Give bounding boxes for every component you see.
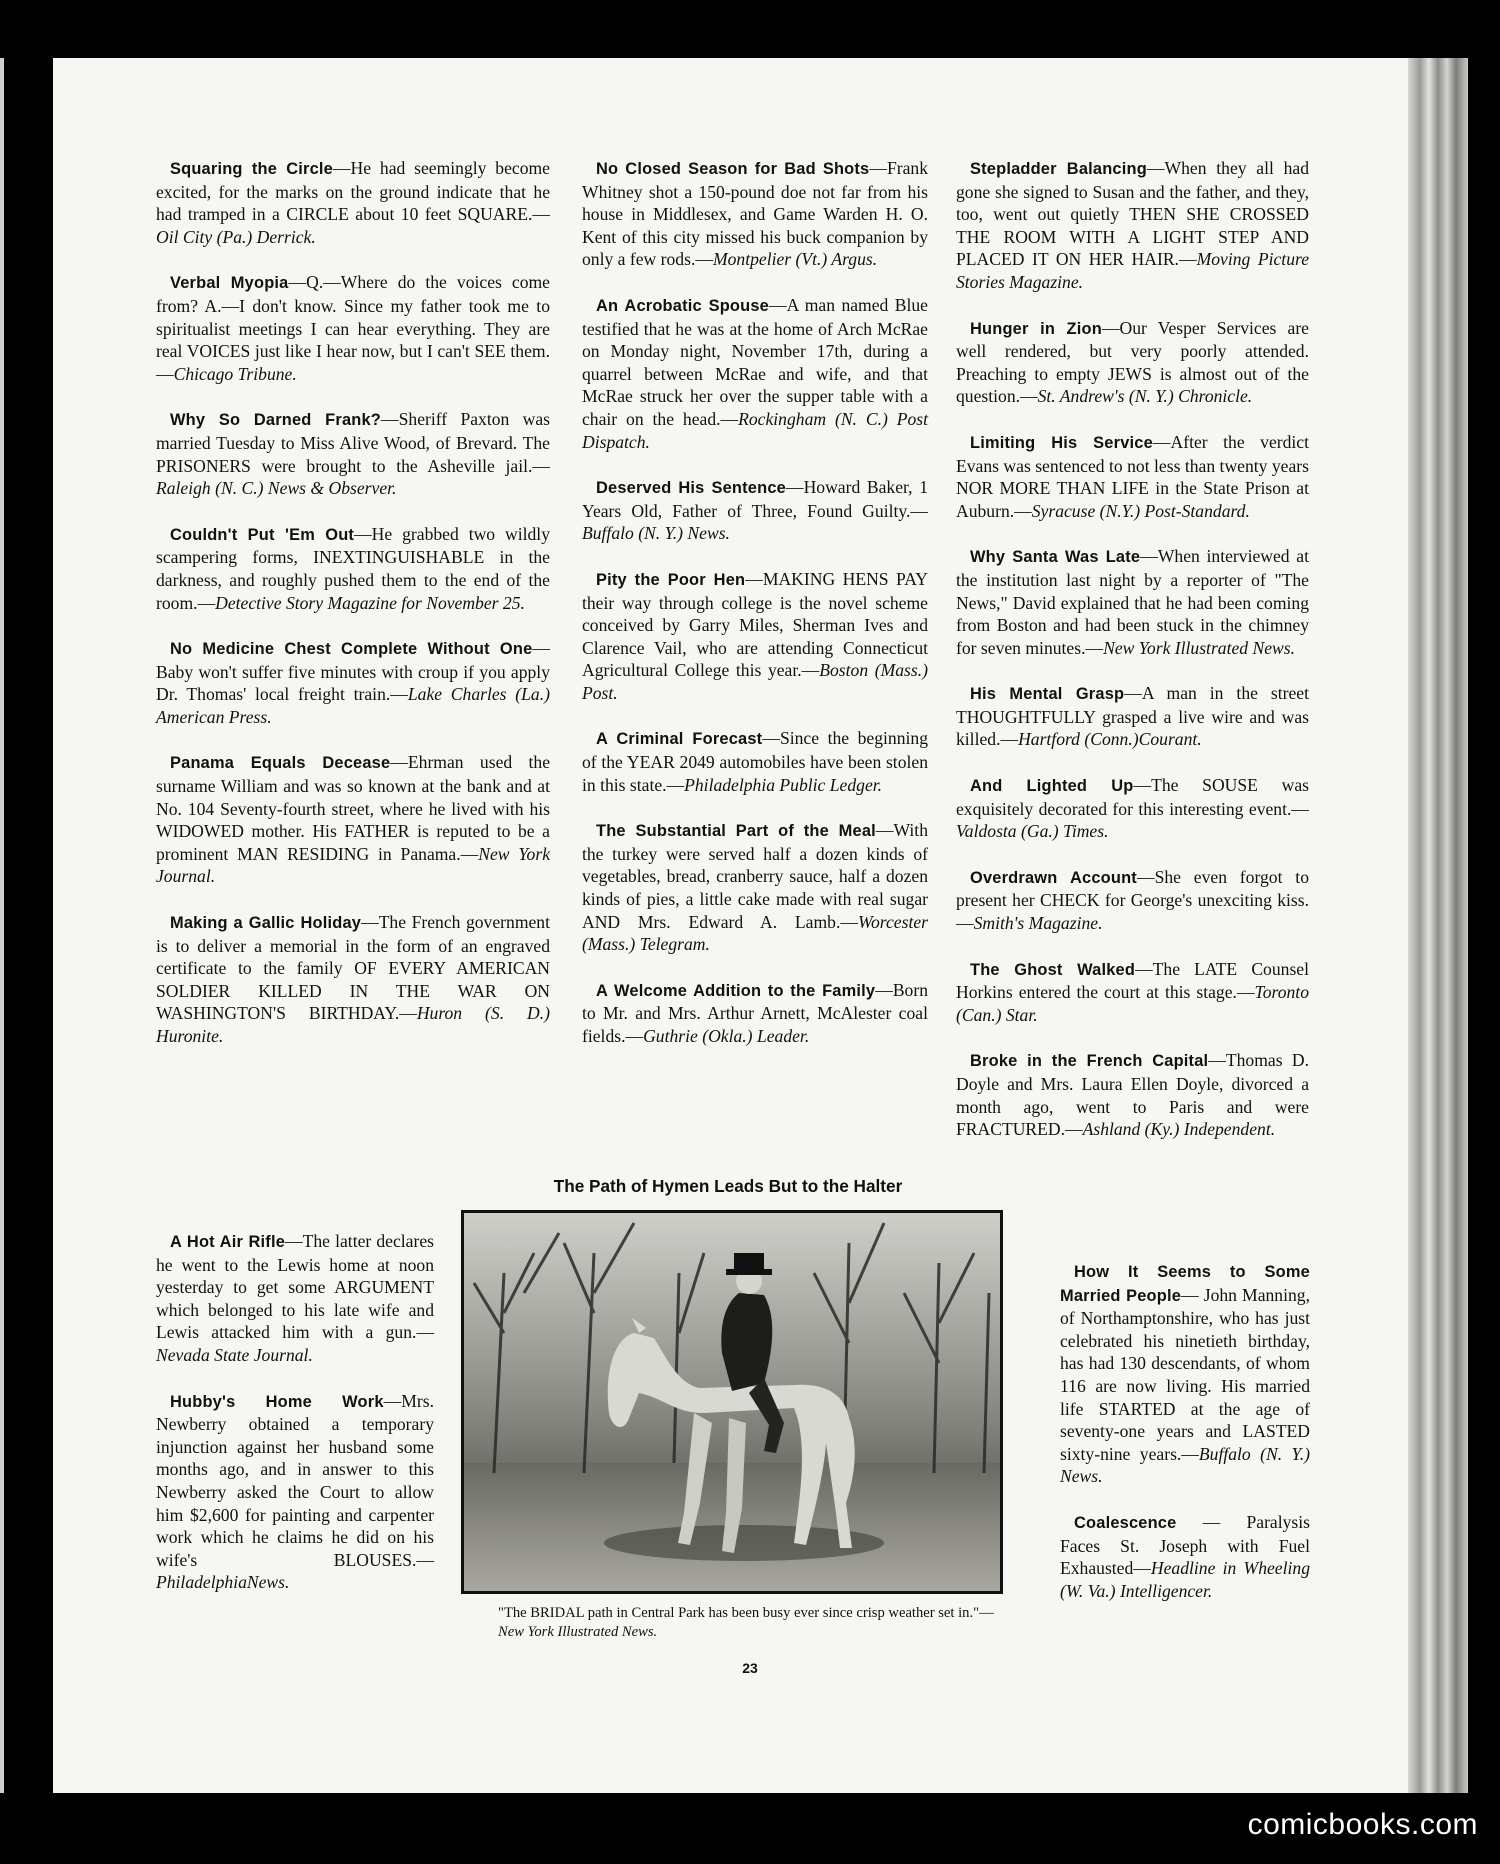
article-headline: Couldn't Put 'Em Out (170, 525, 355, 544)
article-body: — John Manning, of Northamptonshire, who has just celebrated his ninetieth birthday, has had 130 descendants, of whom 116 are now living. His married life STARTED at the age of seventy-one years and LASTED sixty-nine years.— (1060, 1284, 1310, 1464)
article-headline: Coalescence (1074, 1513, 1177, 1532)
article-text (582, 476, 928, 545)
article (582, 476, 928, 545)
article-body: —Frank Whitney shot a 150-pound doe not far from his house in Middlesex, and Game Warden H. O. Kent of this city missed his buck companion by only a few rods.— (582, 158, 928, 270)
article (956, 866, 1309, 935)
article (956, 958, 1309, 1027)
article-body: —Born to Mr. and Mrs. Arthur Arnett, McAlester coal fields.— (582, 979, 928, 1046)
article (582, 294, 928, 453)
article-headline: A Welcome Addition to the Family (596, 981, 876, 1000)
article (956, 545, 1309, 659)
article-text (1060, 1511, 1310, 1602)
article-body: —A man in the street THOUGHTFULLY grasped a live wire and was killed.— (956, 683, 1309, 750)
article-body: —Sheriff Paxton was married Tuesday to Miss Alive Wood, of Brevard. The PRISONERS were brought to the Asheville jail.— (156, 409, 550, 476)
article-headline: Verbal Myopia (170, 274, 289, 293)
article (956, 774, 1309, 843)
article-source: PhiladelphiaNews. (156, 1572, 290, 1593)
article-source: Boston (Mass.) Post. (582, 660, 928, 703)
article-headline: No Medicine Chest Complete Without One (170, 640, 533, 659)
article (582, 979, 928, 1048)
article-body: —When interviewed at the institution last night by a reporter of "The News," David explained that he had been coming from Boston and had been stuck in the chimney for seven minutes.— (956, 546, 1309, 658)
column-left-lower (156, 1230, 434, 1617)
article-body: —He grabbed two wildly scampering forms, INEXTINGUISHABLE in the darkness, and roughly pushed them to the end of the room.— (156, 523, 550, 613)
column-left (156, 157, 550, 1071)
article (156, 1390, 434, 1594)
article (156, 523, 550, 614)
article-source: Oil City (Pa.) Derrick. (156, 226, 316, 247)
article-body: —A man named Blue testified that he was at the home of Arch McRae on Monday night, November 17th, during a quarrel between McRae and wife, and that McRae struck her over the supper table with a chair on the head.— (582, 294, 928, 429)
article-source: Nevada State Journal. (156, 1344, 313, 1365)
article-source: New York Journal. (156, 843, 550, 887)
article-headline: An Acrobatic Spouse (596, 296, 769, 315)
article-text (156, 1390, 434, 1594)
article-source: Huron (S. D.) Huronite. (156, 1003, 550, 1046)
article-text (582, 819, 928, 956)
article-headline: How It Seems to Some Married People (1060, 1263, 1310, 1305)
article-text (956, 866, 1309, 935)
left-page-edge (0, 58, 4, 1793)
article-body: —Mrs. Newberry obtained a temporary injunction against her husband some months ago, and in answer to this Newberry asked the Court to allow him $2,600 for painting and carpenter work which he claims he did on his wife's BLOUSES.— (156, 1390, 434, 1570)
article (1060, 1511, 1310, 1602)
photo-caption-text: "The BRIDAL path in Central Park has been busy ever since crisp weather set in."— (498, 1605, 994, 1621)
article-source: Raleigh (N. C.) News & Observer. (156, 478, 397, 499)
article-headline: Why So Darned Frank? (170, 411, 382, 430)
article-source: New York Illustrated News. (1103, 637, 1296, 658)
article-source: Buffalo (N. Y.) News. (582, 523, 730, 544)
article-body: —The latter declares he went to the Lewis home at noon yesterday to get some ARGUMENT which belonged to his late wife and Lewis attacked him with a gun.— (156, 1231, 434, 1343)
article-source: Hartford (Conn.)Courant. (1018, 729, 1202, 750)
article-text (156, 271, 550, 385)
article-source: Philadelphia Public Ledger. (684, 774, 883, 795)
article (156, 1230, 434, 1367)
article (956, 682, 1309, 751)
article-body: —Howard Baker, 1 Years Old, Father of Three, Found Guilty.— (582, 477, 928, 521)
photo-horse-rider (461, 1210, 1003, 1594)
article-text (956, 774, 1309, 843)
article-source: Detective Story Magazine for November 25. (215, 592, 525, 613)
article-headline: And Lighted Up (970, 777, 1134, 796)
article-text (156, 637, 550, 728)
article-body: —Since the beginning of the YEAR 2049 automobiles have been stolen in this state.— (582, 728, 928, 795)
article-text (582, 979, 928, 1048)
article-headline: No Closed Season for Bad Shots (596, 160, 870, 178)
article-text (156, 523, 550, 614)
article-source: Headline in Wheeling (W. Va.) Intelligencer. (1060, 1558, 1310, 1601)
article-headline: Panama Equals Decease (170, 754, 391, 773)
article-body: —With the turkey were served half a dozen kinds of vegetables, bread, cranberry sauce, half a dozen kinds of pies, a little cake made with real sugar AND Mrs. Edward A. Lamb.— (582, 820, 928, 932)
watermark: comicbooks.com (1247, 1808, 1478, 1841)
article-headline: Overdrawn Account (970, 868, 1137, 887)
article (956, 431, 1309, 522)
article-headline: Hubby's Home Work (170, 1392, 384, 1411)
article-text (582, 294, 928, 453)
article-text (582, 727, 928, 796)
article-headline: Making a Gallic Holiday (170, 914, 362, 933)
photo-caption-source: New York Illustrated News. (498, 1624, 658, 1640)
article (582, 157, 928, 271)
article-body: —Q.—Where do the voices come from? A.—I don't know. Since my father took me to spiritualist meetings I can hear everything. They are real VOICES just like I hear now, but I can't SEE them.— (156, 272, 550, 384)
article (582, 819, 928, 956)
article-headline: The Ghost Walked (970, 960, 1136, 979)
article-source: Worcester (Mass.) Telegram. (582, 911, 928, 955)
article-source: Smith's Magazine. (973, 913, 1103, 934)
photo-caption (478, 1604, 1018, 1642)
article-headline: Deserved His Sentence (596, 479, 786, 498)
article-headline: Stepladder Balancing (970, 160, 1147, 178)
article-text (582, 568, 928, 705)
article-text (156, 751, 550, 888)
column-middle (582, 157, 928, 1071)
article (956, 157, 1309, 294)
article-body: —When they all had gone she signed to Susan and the father, and they, too, went out quietly THEN SHE CROSSED THE ROOM WITH A LIGHT STEP AND PLACED IT ON HER HAIR.— (956, 158, 1309, 270)
article-headline: Hunger in Zion (970, 319, 1102, 338)
article-headline: Squaring the Circle (170, 160, 333, 178)
article-text (156, 1230, 434, 1367)
article-body: —Thomas D. Doyle and Mrs. Laura Ellen Doyle, divorced a month ago, went to Paris and were FRACTURED.— (956, 1050, 1309, 1140)
article (156, 271, 550, 385)
article-source: St. Andrew's (N. Y.) Chronicle. (1037, 386, 1253, 407)
article (956, 317, 1309, 408)
article-source: Guthrie (Okla.) Leader. (643, 1026, 810, 1046)
article (156, 408, 550, 499)
article-body: — Paralysis Faces St. Joseph with Fuel Exhausted— (1060, 1511, 1310, 1579)
article-body: —MAKING HENS PAY their way through college is the novel scheme conceived by Garry Miles, Sherman Ives and Clarence Vail, who are attending Connecticut Agricultural College this year.— (582, 568, 929, 681)
article (956, 1049, 1309, 1140)
article (1060, 1260, 1310, 1488)
photo-illustration (464, 1213, 1000, 1591)
article-headline: Why Santa Was Late (970, 548, 1141, 567)
article-source: Toronto (Can.) Star. (956, 982, 1309, 1025)
binding-edge (1408, 58, 1468, 1793)
article-text (956, 431, 1309, 522)
article (582, 568, 928, 705)
article (156, 751, 550, 888)
article-text (956, 682, 1309, 751)
article-source: Chicago Tribune. (173, 363, 297, 384)
article-text (156, 408, 550, 499)
article-source: Moving Picture Stories Magazine. (956, 249, 1309, 292)
article-source: Ashland (Ky.) Independent. (1082, 1119, 1276, 1140)
article-body: —The SOUSE was exquisitely decorated for this interesting event.— (956, 775, 1309, 819)
column-right (956, 157, 1309, 1164)
article (156, 637, 550, 728)
article-text (156, 157, 550, 248)
column-right-lower (1060, 1260, 1310, 1625)
article-text (956, 157, 1309, 294)
article-source: Valdosta (Ga.) Times. (956, 821, 1109, 842)
article-body: —She even forgot to present her CHECK for George's unexciting kiss.— (956, 866, 1309, 934)
article-text (956, 545, 1309, 659)
article-body: —Our Vesper Services are well rendered, but very poorly attended. Preaching to empty JEWS is almost out of the question.— (956, 317, 1309, 407)
article-body: —He had seemingly become excited, for the marks on the ground indicate that he had tramped in a CIRCLE about 10 feet SQUARE.— (156, 158, 550, 225)
article-text (956, 317, 1309, 408)
article-text (956, 958, 1309, 1027)
article-source: Rockingham (N. C.) Post Dispatch. (582, 408, 928, 452)
article-text (956, 1049, 1309, 1140)
article-headline: A Criminal Forecast (596, 730, 763, 749)
article-headline: A Hot Air Rifle (170, 1233, 286, 1251)
article (156, 911, 550, 1048)
article-body: —The French government is to deliver a memorial in the form of an engraved certificate to the family OF EVERY AMERICAN SOLDIER KILLED IN THE WAR ON WASHINGTON'S BIRTHDAY.— (156, 912, 550, 1024)
article-headline: Broke in the French Capital (970, 1052, 1209, 1071)
article-source: Buffalo (N. Y.) News. (1060, 1443, 1310, 1487)
page-number: 23 (742, 1660, 758, 1676)
article-body: —Baby won't suffer five minutes with croup if you apply Dr. Thomas' local freight train.— (156, 638, 550, 705)
article-body: —The LATE Counsel Horkins entered the court at this stage.— (956, 958, 1309, 1003)
article (582, 727, 928, 796)
article-headline: Pity the Poor Hen (596, 570, 746, 589)
article-source: Syracuse (N.Y.) Post-Standard. (1031, 500, 1250, 521)
article-text (1060, 1260, 1310, 1488)
article-body: —After the verdict Evans was sentenced to not less than twenty years NOR MORE THAN LIFE in the State Prison at Auburn.— (956, 431, 1309, 521)
photo-title: The Path of Hymen Leads But to the Halter (553, 1176, 903, 1196)
article-text (156, 911, 550, 1048)
article-text (582, 157, 928, 271)
article-source: Montpelier (Vt.) Argus. (712, 249, 878, 270)
article-source: Lake Charles (La.) American Press. (156, 684, 550, 727)
article-headline: The Substantial Part of the Meal (596, 822, 876, 841)
article-headline: Limiting His Service (970, 433, 1153, 452)
article-headline: His Mental Grasp (970, 685, 1125, 704)
article (156, 157, 550, 248)
article-body: —Ehrman used the surname William and was so known at the bank and at No. 104 Seventy-fourth street, where he lived with his WIDOWED mother. His FATHER is reputed to be a prominent MAN RESIDING in Panama.— (156, 752, 550, 864)
